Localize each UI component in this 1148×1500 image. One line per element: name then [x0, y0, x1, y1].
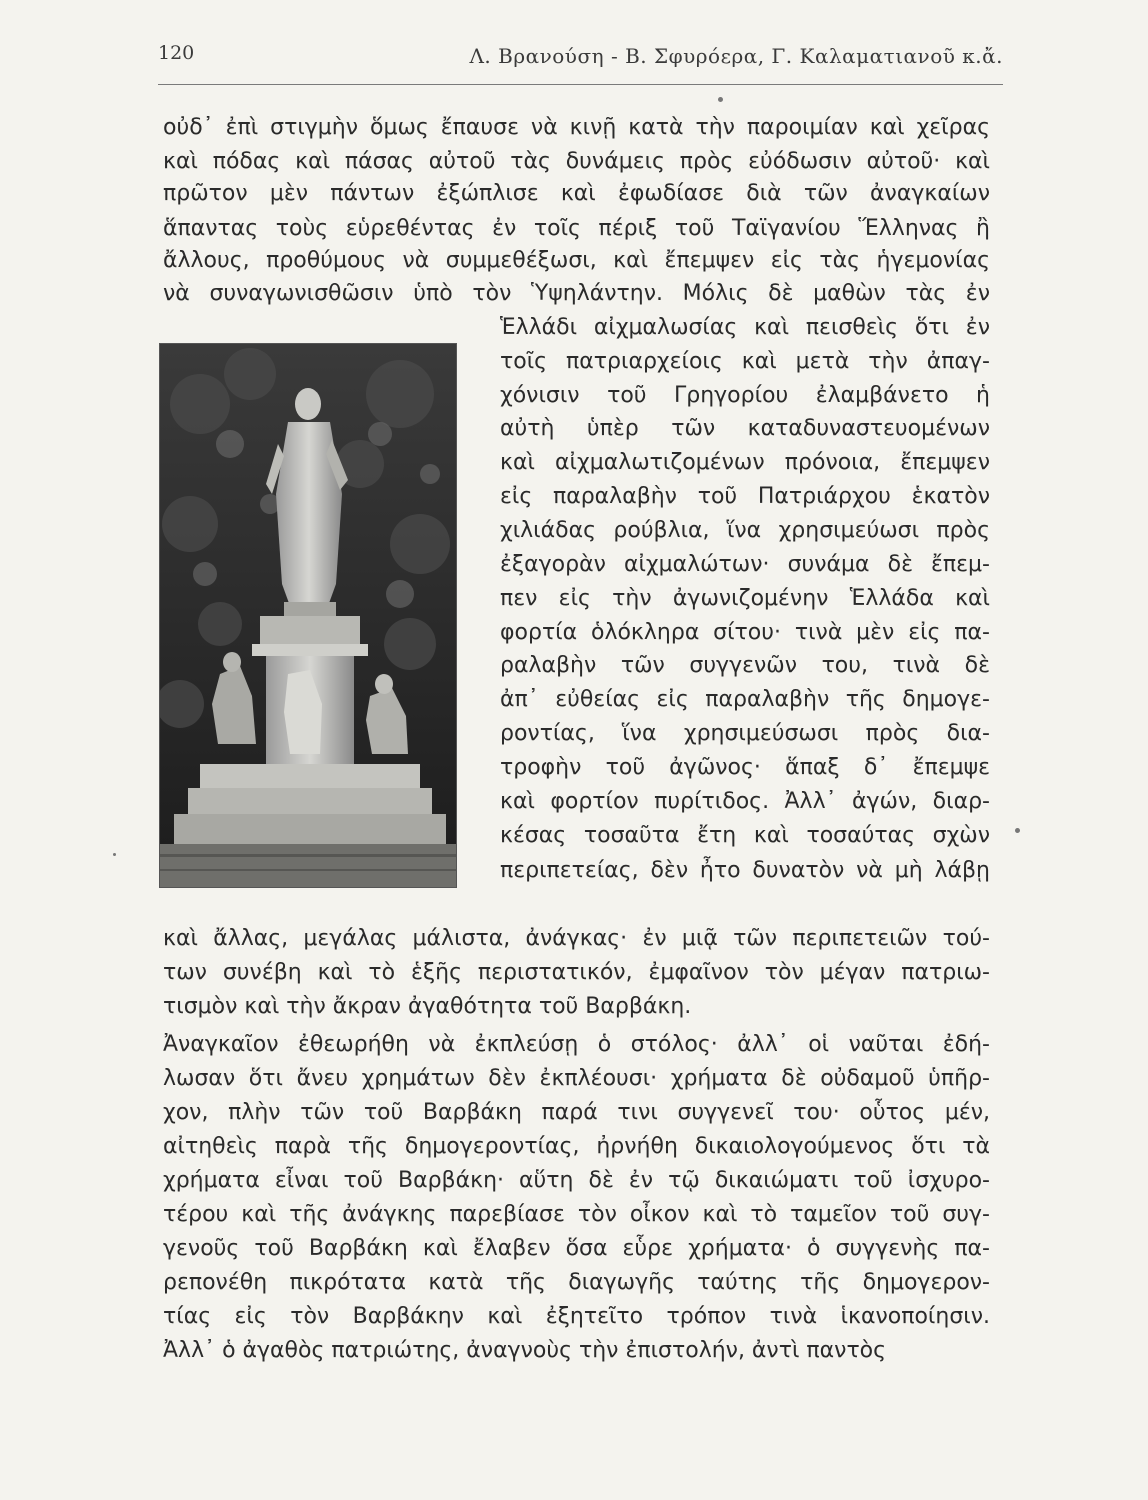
- text-line: καὶ πόδας καὶ πάσας αὐτοῦ τὰς δυνάμεις πρὸς εὐόδωσιν αὐτοῦ· καὶ: [163, 149, 990, 174]
- running-head: Λ. Βρανούση - Β. Σφυρόερα, Γ. Καλαματιανοῦ κ.ἄ.: [469, 44, 1003, 68]
- text-line: των συνέβη καὶ τὸ ἑξῆς περιστατικόν, ἐμφαῖνον τὸν μέγαν πατριω-: [163, 960, 990, 985]
- text-line: χιλιάδας ρούβλια, ἵνα χρησιμεύωσι πρὸς: [500, 518, 990, 543]
- text-line: ἄλλους, προθύμους νὰ συμμεθέξωσι, καὶ ἔπεμψεν εἰς τὰς ἡγεμονίας: [163, 248, 990, 273]
- header-rule: [158, 84, 1003, 85]
- text-line: τοῖς πατριαρχείοις καὶ μετὰ τὴν ἀπαγ-: [500, 349, 990, 374]
- text-line: τροφὴν τοῦ ἀγῶνος· ἅπαξ δ᾽ ἔπεμψε: [500, 755, 990, 780]
- text-line: καὶ φορτίον πυρίτιδος. Ἀλλ᾽ ἀγών, διαρ-: [500, 789, 990, 814]
- text-line: ἐξαγορὰν αἰχμαλώτων· συνάμα δὲ ἔπεμ-: [500, 552, 990, 577]
- text-line: αὐτὴ ὑπὲρ τῶν καταδυναστευομένων: [500, 416, 990, 441]
- text-line: γενοῦς τοῦ Βαρβάκη καὶ ἔλαβεν ὅσα εὗρε χρήματα· ὁ συγγενὴς πα-: [163, 1236, 990, 1261]
- text-line: ραλαβὴν τῶν συγγενῶν του, τινὰ δὲ: [500, 653, 990, 678]
- text-line: Ἑλλάδι αἰχμαλωσίας καὶ πεισθεὶς ὅτι ἐν: [500, 315, 990, 340]
- print-speck: [1015, 828, 1020, 833]
- text-line: ρεπονέθη πικρότατα κατὰ τῆς διαγωγῆς ταύτης τῆς δημογερον-: [163, 1270, 990, 1295]
- text-line: χρήματα εἶναι τοῦ Βαρβάκη· αὕτη δὲ ἐν τῷ δικαιώματι τοῦ ἰσχυρο-: [163, 1168, 990, 1193]
- monument-photo: [160, 344, 456, 887]
- text-line: κέσας τοσαῦτα ἔτη καὶ τοσαύτας σχὼν: [500, 823, 990, 848]
- text-line: καὶ ἄλλας, μεγάλας μάλιστα, ἀνάγκας· ἐν μιᾷ τῶν περιπετειῶν τού-: [163, 926, 990, 951]
- text-line: περιπετείας, δὲν ἦτο δυνατὸν νὰ μὴ λάβῃ: [500, 858, 990, 883]
- page-number: 120: [158, 42, 195, 64]
- text-line: τέρου καὶ τῆς ἀνάγκης παρεβίασε τὸν οἶκον καὶ τὸ ταμεῖον τοῦ συγ-: [163, 1202, 990, 1227]
- text-line: εἰς παραλαβὴν τοῦ Πατριάρχου ἑκατὸν: [500, 484, 990, 509]
- text-line: πρῶτον μὲν πάντων ἐξώπλισε καὶ ἐφωδίασε διὰ τῶν ἀναγκαίων: [163, 181, 990, 206]
- text-line: Ἀλλ᾽ ὁ ἀγαθὸς πατριώτης, ἀναγνοὺς τὴν ἐπιστολήν, ἀντὶ παντὸς: [163, 1338, 887, 1363]
- text-line: νὰ συναγωνισθῶσιν ὑπὸ τὸν Ὑψηλάντην. Μόλις δὲ μαθὼν τὰς ἐν: [163, 281, 990, 306]
- text-line: τίας εἰς τὸν Βαρβάκην καὶ ἐξητεῖτο τρόπον τινὰ ἱκανοποίησιν.: [163, 1304, 990, 1329]
- page-header: [158, 40, 1003, 80]
- text-line: χον, πλὴν τῶν τοῦ Βαρβάκη παρά τινι συγγενεῖ του· οὗτος μέν,: [163, 1100, 990, 1125]
- text-line: χόνισιν τοῦ Γρηγορίου ἐλαμβάνετο ἡ: [500, 383, 990, 408]
- text-line: οὐδ᾽ ἐπὶ στιγμὴν ὅμως ἔπαυσε νὰ κινῇ κατὰ τὴν παροιμίαν καὶ χεῖρας: [163, 115, 990, 140]
- text-line: ἀπ᾽ εὐθείας εἰς παραλαβὴν τῆς δημογε-: [500, 687, 990, 712]
- text-line: λωσαν ὅτι ἄνευ χρημάτων δὲν ἐκπλέουσι· χρήματα δὲ οὐδαμοῦ ὑπῆρ-: [163, 1066, 990, 1091]
- text-line: ἅπαντας τοὺς εὑρεθέντας ἐν τοῖς πέριξ τοῦ Ταϊγανίου Ἕλληνας ἢ: [163, 216, 990, 241]
- text-line: καὶ αἰχμαλωτιζομένων πρόνοια, ἔπεμψεν: [500, 450, 990, 475]
- text-line: αἰτηθεὶς παρὰ τῆς δημογεροντίας, ἠρνήθη δικαιολογούμενος ὅτι τὰ: [163, 1134, 990, 1159]
- text-line: ροντίας, ἵνα χρησιμεύσωσι πρὸς δια-: [500, 721, 990, 746]
- text-line: φορτία ὁλόκληρα σίτου· τινὰ μὲν εἰς πα-: [500, 620, 990, 645]
- text-line: Ἀναγκαῖον ἐθεωρήθη νὰ ἐκπλεύσῃ ὁ στόλος· ἀλλ᾽ οἱ ναῦται ἐδή-: [163, 1032, 990, 1057]
- text-line: τισμὸν καὶ τὴν ἄκραν ἀγαθότητα τοῦ Βαρβάκη.: [163, 994, 692, 1019]
- text-line: πεν εἰς τὴν ἀγωνιζομένην Ἑλλάδα καὶ: [500, 586, 990, 611]
- monument-photo-drawing: [160, 344, 456, 887]
- print-speck: [113, 853, 116, 856]
- print-speck: [718, 97, 723, 102]
